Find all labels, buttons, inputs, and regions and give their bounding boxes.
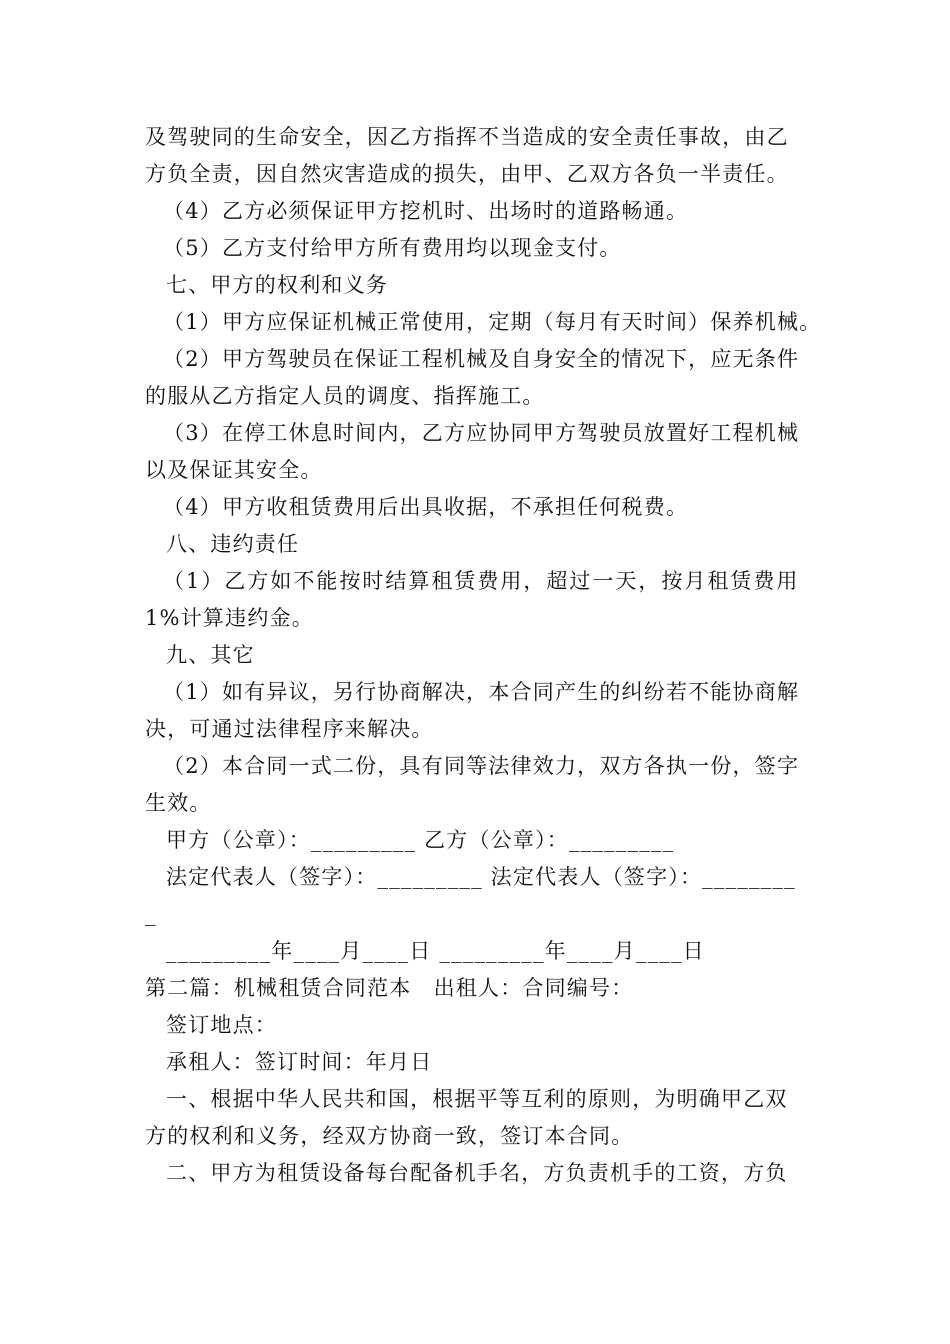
chapter-heading: 第二篇：机械租赁合同范本 出租人：合同编号：: [145, 976, 634, 1000]
text-line: _: [145, 902, 157, 926]
text-line: 一、根据中华人民共和国，根据平等互利的原则，为明确甲乙双: [166, 1087, 788, 1111]
text-line: （5）乙方支付给甲方所有费用均以现金支付。: [163, 236, 622, 260]
signature-party-line: 甲方（公章）：_________ 乙方（公章）：_________: [166, 828, 675, 852]
section-heading: 九、其它: [166, 643, 255, 667]
text-line: （1）乙方如不能按时结算租赁费用，超过一天，按月租赁费用: [163, 569, 800, 593]
text-line: 签订地点：: [166, 1013, 277, 1037]
text-line: （3）在停工休息时间内，乙方应协同甲方驾驶员放置好工程机械: [163, 421, 800, 445]
text-line: （1）如有异议，另行协商解决，本合同产生的纠纷若不能协商解: [163, 680, 800, 704]
text-line: （4）甲方收租赁费用后出具收据，不承担任何税费。: [163, 495, 689, 519]
signature-date-line: _________年____月____日 _________年____月____日: [166, 939, 705, 963]
text-line: （2）甲方驾驶员在保证工程机械及自身安全的情况下，应无条件: [163, 347, 800, 371]
text-line: 生效。: [145, 791, 212, 815]
text-line: 二、甲方为租赁设备每台配备机手名，方负责机手的工资，方负: [166, 1161, 788, 1185]
section-heading: 八、违约责任: [166, 532, 300, 556]
text-line: （4）乙方必须保证甲方挖机时、出场时的道路畅通。: [163, 199, 689, 223]
text-line: 方负全责，因自然灾害造成的损失，由甲、乙双方各负一半责任。: [145, 162, 789, 186]
text-line: （2）本合同一式二份，具有同等法律效力，双方各执一份，签字: [163, 754, 800, 778]
text-line: 决，可通过法律程序来解决。: [145, 717, 434, 741]
text-line: 及驾驶同的生命安全，因乙方指挥不当造成的安全责任事故，由乙: [145, 125, 789, 149]
text-line: 1%计算违约金。: [145, 606, 314, 630]
section-heading: 七、甲方的权利和义务: [166, 273, 388, 297]
text-line: （1）甲方应保证机械正常使用，定期（每月有天时间）保养机械。: [163, 310, 822, 334]
text-line: 以及保证其安全。: [145, 458, 323, 482]
text-line: 的服从乙方指定人员的调度、指挥施工。: [145, 384, 545, 408]
text-line: 方的权利和义务，经双方协商一致，签订本合同。: [145, 1124, 634, 1148]
text-line: 承租人：签订时间：年月日: [166, 1050, 433, 1074]
signature-representative-line: 法定代表人（签字）：_________ 法定代表人（签字）：________: [166, 865, 796, 889]
